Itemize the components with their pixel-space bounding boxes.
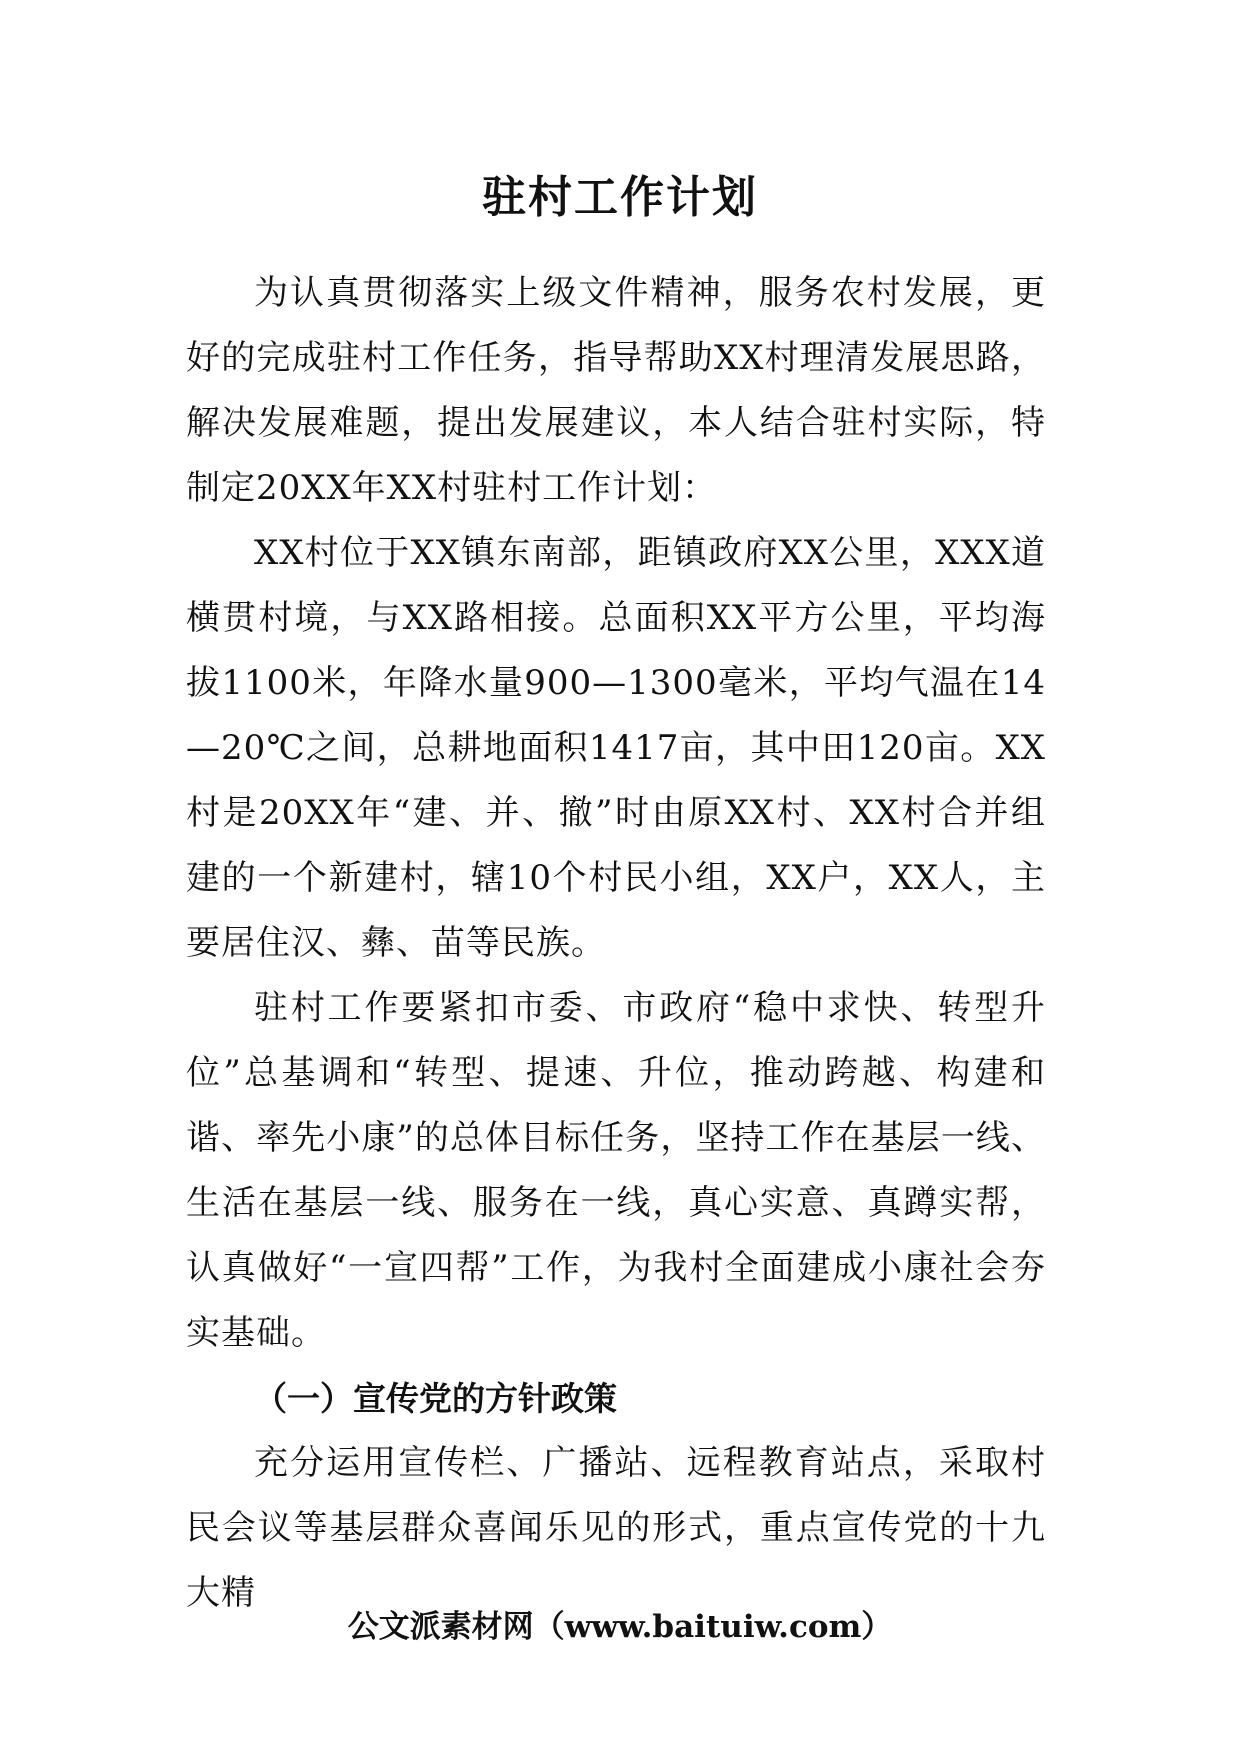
document-body	[186, 261, 1046, 1626]
section-paragraph: 充分运用宣传栏、广播站、远程教育站点，采取村民会议等基层群众喜闻乐见的形式，重点宣传党的十九大精	[186, 1443, 1046, 1613]
section-heading: （一）宣传党的方针政策	[254, 1379, 617, 1418]
intro-paragraph: 为认真贯彻落实上级文件精神，服务农村发展，更好的完成驻村工作任务，指导帮助XX村理清发展思路，解决发展难题，提出发展建议，本人结合驻村实际，特制定20XX年XX村驻村工作计划：	[186, 273, 1046, 508]
village-overview-paragraph: XX村位于XX镇东南部，距镇政府XX公里，XXX道横贯村境，与XX路相接。总面积XX平方公里，平均海拔1100米，年降水量900—1300毫米，平均气温在14—20℃之间，总耕地面积1417亩，其中田120亩。XX村是20XX年“建、并、撤”时由原XX村、XX村合并组建的一个新建村，辖10个村民小组，XX户，XX人，主要居住汉、彝、苗等民族。	[186, 533, 1046, 963]
footer-watermark: 公文派素材网（www.baituiw.com）	[347, 1609, 893, 1645]
document-title: 驻村工作计划	[482, 172, 758, 223]
work-goals-paragraph: 驻村工作要紧扣市委、市政府“稳中求快、转型升位”总基调和“转型、提速、升位，推动跨越、构建和谐、率先小康”的总体目标任务，坚持工作在基层一线、生活在基层一线、服务在一线，真心实意、真蹲实帮，认真做好“一宣四帮”工作，为我村全面建成小康社会夯实基础。	[186, 988, 1046, 1353]
